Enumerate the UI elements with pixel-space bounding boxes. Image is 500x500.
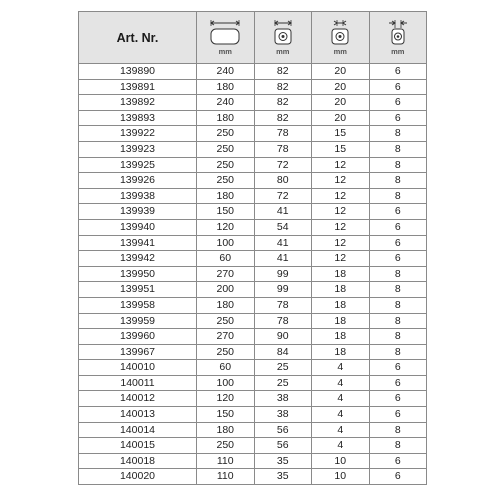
bore-diameter-cell: 18: [312, 329, 370, 345]
table-row: [79, 469, 427, 485]
table-row: [79, 282, 427, 298]
hub-width-cell: 8: [369, 141, 427, 157]
table-row: [79, 375, 427, 391]
table-row: [79, 329, 427, 345]
article-number-cell: 139967: [79, 344, 197, 360]
outer-diameter-cell: 250: [197, 173, 255, 189]
bore-diameter-cell: 4: [312, 422, 370, 438]
outer-diameter-cell: 60: [197, 251, 255, 267]
outer-diameter-cell: 250: [197, 344, 255, 360]
article-number-cell: 139941: [79, 235, 197, 251]
article-number-cell: 139922: [79, 126, 197, 142]
hub-width-cell: 8: [369, 266, 427, 282]
outer-diameter-cell: 180: [197, 297, 255, 313]
article-number-label: Art. Nr.: [116, 30, 159, 45]
wheel-width-cell: 99: [254, 282, 312, 298]
table-row: [79, 438, 427, 454]
article-number-cell: 140011: [79, 375, 197, 391]
bore-diameter-cell: 10: [312, 469, 370, 485]
hub-width-cell: 8: [369, 173, 427, 189]
table-row: [79, 422, 427, 438]
table-row: [79, 110, 427, 126]
table-row: [79, 407, 427, 423]
hub-width-cell: 6: [369, 79, 427, 95]
bore-diameter-cell: 10: [312, 453, 370, 469]
wheel-width-cell: 99: [254, 266, 312, 282]
table-row: [79, 141, 427, 157]
hub-width-cell: 8: [369, 438, 427, 454]
hub-width-cell: 6: [369, 110, 427, 126]
hub-width-cell: 8: [369, 344, 427, 360]
wheel-width-cell: 56: [254, 438, 312, 454]
unit-label: mm: [276, 46, 290, 56]
hub-width-cell: 8: [369, 157, 427, 173]
article-number-cell: 139951: [79, 282, 197, 298]
article-number-cell: 140012: [79, 391, 197, 407]
article-number-cell: 140018: [79, 453, 197, 469]
wheel-width-cell: 90: [254, 329, 312, 345]
hub-width-cell: 8: [369, 422, 427, 438]
table-row: [79, 173, 427, 189]
bore-diameter-cell: 12: [312, 188, 370, 204]
article-number-cell: 139926: [79, 173, 197, 189]
bore-diameter-cell: 4: [312, 360, 370, 376]
article-number-cell: 140013: [79, 407, 197, 423]
table-row: [79, 126, 427, 142]
hub-width-cell: 6: [369, 375, 427, 391]
article-number-cell: 139890: [79, 64, 197, 80]
bore-diameter-cell: 18: [312, 266, 370, 282]
bore-diameter-cell: 12: [312, 251, 370, 267]
outer-diameter-cell: 60: [197, 360, 255, 376]
hub-width-cell: 8: [369, 313, 427, 329]
bore-diameter-icon: [326, 20, 354, 46]
article-number-cell: 139960: [79, 329, 197, 345]
wheel-width-cell: 41: [254, 204, 312, 220]
outer-diameter-cell: 240: [197, 95, 255, 111]
unit-label: mm: [391, 46, 405, 56]
hub-width-cell: 8: [369, 282, 427, 298]
bore-diameter-cell: 12: [312, 204, 370, 220]
bore-diameter-cell: 20: [312, 79, 370, 95]
table-row: [79, 266, 427, 282]
table-row: [79, 79, 427, 95]
outer-diameter-cell: 270: [197, 329, 255, 345]
wheel-width-cell: 35: [254, 453, 312, 469]
wheel-width-cell: 82: [254, 64, 312, 80]
bore-diameter-cell: 20: [312, 64, 370, 80]
outer-diameter-cell: 250: [197, 126, 255, 142]
table-row: [79, 313, 427, 329]
bore-diameter-cell: 18: [312, 297, 370, 313]
bore-diameter-cell: 4: [312, 407, 370, 423]
bore-diameter-cell: 18: [312, 282, 370, 298]
article-number-cell: 139925: [79, 157, 197, 173]
table-row: [79, 360, 427, 376]
hub-width-cell: 6: [369, 469, 427, 485]
article-number-cell: 139958: [79, 297, 197, 313]
unit-label: mm: [218, 46, 232, 56]
table-row: [79, 204, 427, 220]
wheel-width-icon: [269, 20, 297, 46]
hub-width-cell: 6: [369, 64, 427, 80]
hub-width-cell: 6: [369, 235, 427, 251]
hub-width-cell: 6: [369, 407, 427, 423]
wheel-width-cell: 78: [254, 126, 312, 142]
outer-diameter-cell: 100: [197, 375, 255, 391]
outer-diameter-cell: 150: [197, 204, 255, 220]
table-row: [79, 391, 427, 407]
outer-diameter-cell: 250: [197, 313, 255, 329]
table-row: [79, 453, 427, 469]
table-row: [79, 251, 427, 267]
hub-width-cell: 8: [369, 297, 427, 313]
hub-width-cell: 8: [369, 126, 427, 142]
column-header-outer-diameter: [197, 12, 255, 64]
hub-width-cell: 6: [369, 204, 427, 220]
article-number-cell: 139940: [79, 219, 197, 235]
outer-diameter-cell: 150: [197, 407, 255, 423]
bore-diameter-cell: 12: [312, 219, 370, 235]
column-header-hub-width: [369, 12, 427, 64]
product-spec-table: [78, 11, 427, 485]
wheel-width-cell: 80: [254, 173, 312, 189]
table-row: [79, 235, 427, 251]
bore-diameter-cell: 12: [312, 235, 370, 251]
outer-diameter-cell: 250: [197, 157, 255, 173]
table-header-row: [79, 12, 427, 64]
hub-width-cell: 8: [369, 188, 427, 204]
wheel-width-cell: 78: [254, 141, 312, 157]
hub-width-cell: 6: [369, 219, 427, 235]
article-number-header: [79, 12, 197, 64]
table-row: [79, 95, 427, 111]
article-number-cell: 140014: [79, 422, 197, 438]
bore-diameter-cell: 4: [312, 438, 370, 454]
wheel-width-cell: 78: [254, 297, 312, 313]
outer-diameter-cell: 180: [197, 110, 255, 126]
outer-diameter-cell: 270: [197, 266, 255, 282]
hub-width-cell: 8: [369, 329, 427, 345]
bore-diameter-cell: 4: [312, 375, 370, 391]
table-row: [79, 188, 427, 204]
column-header-bore-diameter: [312, 12, 370, 64]
wheel-width-cell: 35: [254, 469, 312, 485]
wheel-width-cell: 56: [254, 422, 312, 438]
outer-diameter-cell: 120: [197, 219, 255, 235]
outer-diameter-cell: 200: [197, 282, 255, 298]
article-number-cell: 139923: [79, 141, 197, 157]
outer-diameter-cell: 180: [197, 422, 255, 438]
wheel-width-cell: 72: [254, 157, 312, 173]
bore-diameter-cell: 15: [312, 126, 370, 142]
article-number-cell: 139938: [79, 188, 197, 204]
wheel-width-cell: 41: [254, 251, 312, 267]
wheel-width-cell: 41: [254, 235, 312, 251]
table-row: [79, 219, 427, 235]
table-row: [79, 297, 427, 313]
article-number-cell: 140020: [79, 469, 197, 485]
outer-diameter-icon: [207, 20, 243, 46]
outer-diameter-cell: 180: [197, 79, 255, 95]
hub-width-cell: 6: [369, 453, 427, 469]
wheel-width-cell: 82: [254, 79, 312, 95]
wheel-width-cell: 38: [254, 391, 312, 407]
bore-diameter-cell: 12: [312, 157, 370, 173]
article-number-cell: 139891: [79, 79, 197, 95]
wheel-width-cell: 82: [254, 95, 312, 111]
hub-width-cell: 6: [369, 251, 427, 267]
hub-width-icon: [384, 20, 412, 46]
outer-diameter-cell: 250: [197, 141, 255, 157]
table-row: [79, 344, 427, 360]
article-number-cell: 139939: [79, 204, 197, 220]
article-number-cell: 139942: [79, 251, 197, 267]
outer-diameter-cell: 100: [197, 235, 255, 251]
article-number-cell: 140015: [79, 438, 197, 454]
table-body: [79, 64, 427, 485]
bore-diameter-cell: 20: [312, 110, 370, 126]
bore-diameter-cell: 18: [312, 344, 370, 360]
wheel-width-cell: 82: [254, 110, 312, 126]
wheel-width-cell: 78: [254, 313, 312, 329]
outer-diameter-cell: 240: [197, 64, 255, 80]
outer-diameter-cell: 180: [197, 188, 255, 204]
wheel-width-cell: 84: [254, 344, 312, 360]
outer-diameter-cell: 110: [197, 453, 255, 469]
column-header-wheel-width: [254, 12, 312, 64]
wheel-width-cell: 72: [254, 188, 312, 204]
unit-label: mm: [333, 46, 347, 56]
bore-diameter-cell: 4: [312, 391, 370, 407]
bore-diameter-cell: 12: [312, 173, 370, 189]
product-table-container: [78, 11, 426, 485]
article-number-cell: 139950: [79, 266, 197, 282]
wheel-width-cell: 25: [254, 375, 312, 391]
outer-diameter-cell: 250: [197, 438, 255, 454]
outer-diameter-cell: 110: [197, 469, 255, 485]
wheel-width-cell: 38: [254, 407, 312, 423]
outer-diameter-cell: 120: [197, 391, 255, 407]
wheel-width-cell: 54: [254, 219, 312, 235]
bore-diameter-cell: 20: [312, 95, 370, 111]
table-row: [79, 64, 427, 80]
article-number-cell: 139892: [79, 95, 197, 111]
hub-width-cell: 6: [369, 360, 427, 376]
article-number-cell: 140010: [79, 360, 197, 376]
table-row: [79, 157, 427, 173]
bore-diameter-cell: 18: [312, 313, 370, 329]
bore-diameter-cell: 15: [312, 141, 370, 157]
article-number-cell: 139959: [79, 313, 197, 329]
hub-width-cell: 6: [369, 95, 427, 111]
wheel-width-cell: 25: [254, 360, 312, 376]
article-number-cell: 139893: [79, 110, 197, 126]
hub-width-cell: 6: [369, 391, 427, 407]
